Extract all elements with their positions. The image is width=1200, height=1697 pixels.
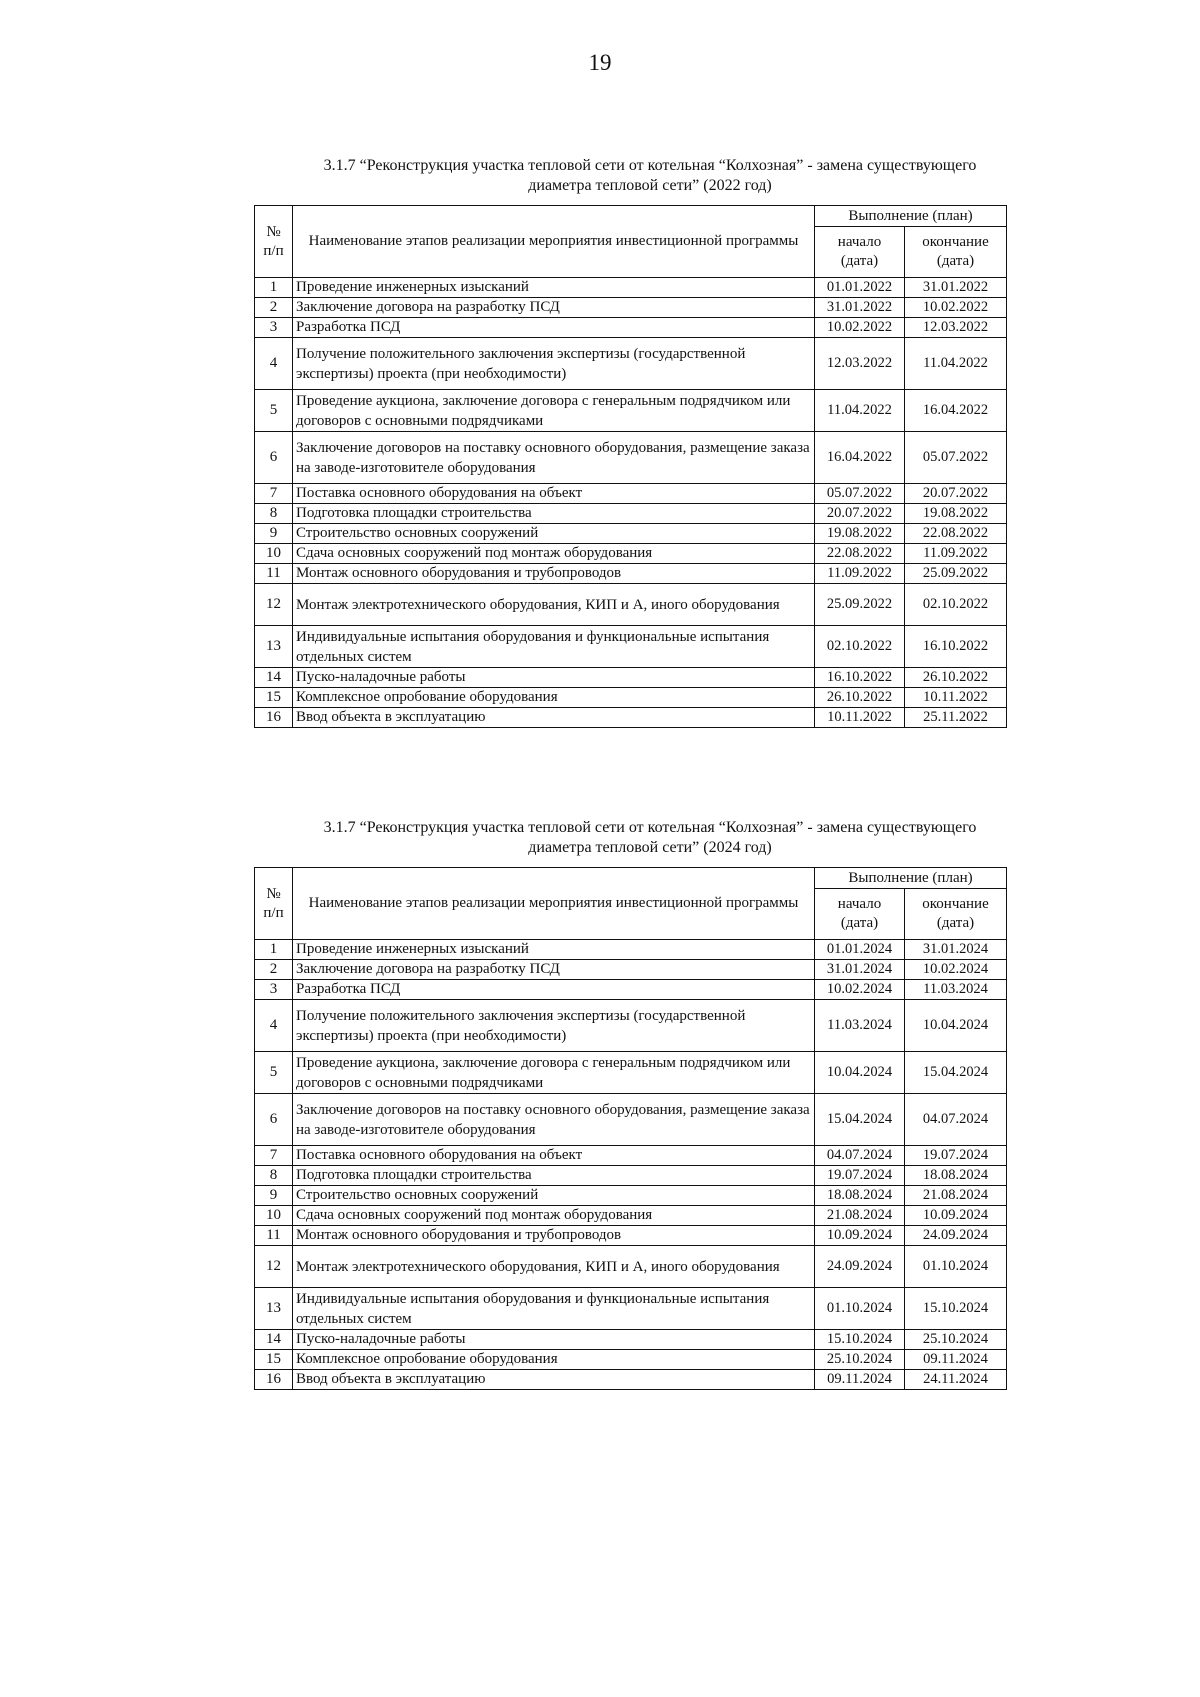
- row-end-date: 21.08.2024: [905, 1186, 1007, 1206]
- row-start-date: 10.11.2022: [815, 708, 905, 728]
- row-stage-name: Монтаж электротехнического оборудования, КИП и А, иного оборудования: [293, 1246, 815, 1288]
- row-number: 7: [255, 1146, 293, 1166]
- table-row: [255, 668, 1007, 688]
- row-number: 16: [255, 708, 293, 728]
- row-end-date: 11.09.2022: [905, 544, 1007, 564]
- row-end-date: 24.11.2024: [905, 1370, 1007, 1390]
- row-number: 1: [255, 940, 293, 960]
- row-start-date: 22.08.2022: [815, 544, 905, 564]
- table-row: [255, 524, 1007, 544]
- table-row: [255, 564, 1007, 584]
- row-start-date: 12.03.2022: [815, 338, 905, 390]
- row-end-date: 02.10.2022: [905, 584, 1007, 626]
- row-start-date: 01.10.2024: [815, 1288, 905, 1330]
- row-number: 2: [255, 298, 293, 318]
- row-stage-name: Монтаж основного оборудования и трубопроводов: [293, 1226, 815, 1246]
- row-stage-name: Ввод объекта в эксплуатацию: [293, 1370, 815, 1390]
- row-start-date: 25.09.2022: [815, 584, 905, 626]
- row-stage-name: Пуско-наладочные работы: [293, 668, 815, 688]
- row-end-date: 10.02.2022: [905, 298, 1007, 318]
- row-number: 11: [255, 1226, 293, 1246]
- row-number: 7: [255, 484, 293, 504]
- table-row: [255, 626, 1007, 668]
- table-row: [255, 432, 1007, 484]
- row-end-date: 19.08.2022: [905, 504, 1007, 524]
- row-number: 10: [255, 1206, 293, 1226]
- row-end-date: 19.07.2024: [905, 1146, 1007, 1166]
- caption-line-1: 3.1.7 “Реконструкция участка тепловой сети от котельная “Колхозная” - замена существующего: [323, 819, 977, 836]
- row-number: 11: [255, 564, 293, 584]
- table-row: [255, 1094, 1007, 1146]
- row-stage-name: Индивидуальные испытания оборудования и функциональные испытания отдельных систем: [293, 626, 815, 668]
- row-number: 3: [255, 318, 293, 338]
- row-end-date: 24.09.2024: [905, 1226, 1007, 1246]
- row-end-date: 15.10.2024: [905, 1288, 1007, 1330]
- table-row: [255, 1052, 1007, 1094]
- row-stage-name: Сдача основных сооружений под монтаж оборудования: [293, 1206, 815, 1226]
- row-number: 12: [255, 584, 293, 626]
- header-start: начало (дата): [815, 889, 905, 940]
- caption-line-1: 3.1.7 “Реконструкция участка тепловой сети от котельная “Колхозная” - замена существующего: [323, 157, 977, 174]
- row-number: 13: [255, 1288, 293, 1330]
- header-start: начало (дата): [815, 227, 905, 278]
- header-name: Наименование этапов реализации мероприятия инвестиционной программы: [293, 206, 815, 278]
- table-row: [255, 278, 1007, 298]
- row-number: 2: [255, 960, 293, 980]
- row-stage-name: Проведение инженерных изысканий: [293, 278, 815, 298]
- row-stage-name: Проведение инженерных изысканий: [293, 940, 815, 960]
- schedule-table: [254, 867, 1007, 1390]
- row-end-date: 04.07.2024: [905, 1094, 1007, 1146]
- row-start-date: 11.04.2022: [815, 390, 905, 432]
- table-row: [255, 1206, 1007, 1226]
- table-row: [255, 1146, 1007, 1166]
- table-row: [255, 484, 1007, 504]
- row-stage-name: Заключение договоров на поставку основного оборудования, размещение заказа на заводе-изготовителе оборудования: [293, 432, 815, 484]
- header-num: № п/п: [255, 868, 293, 940]
- row-number: 14: [255, 668, 293, 688]
- section-2022: [254, 156, 1006, 728]
- row-end-date: 20.07.2022: [905, 484, 1007, 504]
- table-row: [255, 960, 1007, 980]
- row-start-date: 24.09.2024: [815, 1246, 905, 1288]
- row-end-date: 15.04.2024: [905, 1052, 1007, 1094]
- row-stage-name: Заключение договора на разработку ПСД: [293, 298, 815, 318]
- table-row: [255, 1370, 1007, 1390]
- table-row: [255, 584, 1007, 626]
- row-number: 9: [255, 524, 293, 544]
- row-number: 4: [255, 338, 293, 390]
- caption-line-2: диаметра тепловой сети” (2024 год): [528, 839, 772, 856]
- table-row: [255, 1186, 1007, 1206]
- row-stage-name: Проведение аукциона, заключение договора с генеральным подрядчиком или договоров с основными подрядчиками: [293, 390, 815, 432]
- row-number: 5: [255, 1052, 293, 1094]
- table-row: [255, 1288, 1007, 1330]
- row-start-date: 19.08.2022: [815, 524, 905, 544]
- header-num: № п/п: [255, 206, 293, 278]
- row-end-date: 25.10.2024: [905, 1330, 1007, 1350]
- row-number: 14: [255, 1330, 293, 1350]
- row-start-date: 10.04.2024: [815, 1052, 905, 1094]
- row-end-date: 31.01.2024: [905, 940, 1007, 960]
- row-start-date: 21.08.2024: [815, 1206, 905, 1226]
- row-end-date: 11.03.2024: [905, 980, 1007, 1000]
- page-number: 19: [588, 50, 612, 75]
- row-start-date: 20.07.2022: [815, 504, 905, 524]
- row-stage-name: Заключение договоров на поставку основного оборудования, размещение заказа на заводе-изготовителе оборудования: [293, 1094, 815, 1146]
- row-number: 9: [255, 1186, 293, 1206]
- row-end-date: 10.09.2024: [905, 1206, 1007, 1226]
- row-end-date: 22.08.2022: [905, 524, 1007, 544]
- row-stage-name: Получение положительного заключения экспертизы (государственной экспертизы) проекта (при необходимости): [293, 338, 815, 390]
- header-end: окончание (дата): [905, 227, 1007, 278]
- header-group: Выполнение (план): [815, 206, 1007, 227]
- row-start-date: 31.01.2022: [815, 298, 905, 318]
- row-stage-name: Заключение договора на разработку ПСД: [293, 960, 815, 980]
- row-number: 5: [255, 390, 293, 432]
- row-start-date: 11.09.2022: [815, 564, 905, 584]
- row-stage-name: Сдача основных сооружений под монтаж оборудования: [293, 544, 815, 564]
- table-row: [255, 1330, 1007, 1350]
- table-row: [255, 318, 1007, 338]
- row-end-date: 12.03.2022: [905, 318, 1007, 338]
- row-end-date: 05.07.2022: [905, 432, 1007, 484]
- row-end-date: 16.10.2022: [905, 626, 1007, 668]
- row-start-date: 11.03.2024: [815, 1000, 905, 1052]
- row-end-date: 10.11.2022: [905, 688, 1007, 708]
- section-caption: [280, 156, 1020, 196]
- row-number: 1: [255, 278, 293, 298]
- table-row: [255, 688, 1007, 708]
- table-row: [255, 1166, 1007, 1186]
- row-number: 12: [255, 1246, 293, 1288]
- table-row: [255, 980, 1007, 1000]
- table-row: [255, 708, 1007, 728]
- row-end-date: 10.04.2024: [905, 1000, 1007, 1052]
- schedule-table: [254, 205, 1007, 728]
- row-start-date: 09.11.2024: [815, 1370, 905, 1390]
- row-end-date: 25.09.2022: [905, 564, 1007, 584]
- table-row: [255, 338, 1007, 390]
- section-caption: [280, 818, 1020, 858]
- header-end: окончание (дата): [905, 889, 1007, 940]
- row-start-date: 10.02.2024: [815, 980, 905, 1000]
- header-name: Наименование этапов реализации мероприятия инвестиционной программы: [293, 868, 815, 940]
- row-stage-name: Подготовка площадки строительства: [293, 504, 815, 524]
- row-start-date: 15.10.2024: [815, 1330, 905, 1350]
- row-start-date: 10.02.2022: [815, 318, 905, 338]
- row-stage-name: Разработка ПСД: [293, 980, 815, 1000]
- row-start-date: 25.10.2024: [815, 1350, 905, 1370]
- row-start-date: 01.01.2024: [815, 940, 905, 960]
- row-stage-name: Поставка основного оборудования на объект: [293, 484, 815, 504]
- header-group: Выполнение (план): [815, 868, 1007, 889]
- row-start-date: 18.08.2024: [815, 1186, 905, 1206]
- row-stage-name: Строительство основных сооружений: [293, 1186, 815, 1206]
- row-start-date: 26.10.2022: [815, 688, 905, 708]
- table-row: [255, 504, 1007, 524]
- row-end-date: 09.11.2024: [905, 1350, 1007, 1370]
- row-number: 15: [255, 1350, 293, 1370]
- row-end-date: 10.02.2024: [905, 960, 1007, 980]
- row-stage-name: Строительство основных сооружений: [293, 524, 815, 544]
- section-2024: [254, 818, 1006, 1390]
- row-start-date: 04.07.2024: [815, 1146, 905, 1166]
- row-end-date: 26.10.2022: [905, 668, 1007, 688]
- row-number: 3: [255, 980, 293, 1000]
- row-number: 8: [255, 1166, 293, 1186]
- row-stage-name: Комплексное опробование оборудования: [293, 1350, 815, 1370]
- row-stage-name: Подготовка площадки строительства: [293, 1166, 815, 1186]
- table-row: [255, 940, 1007, 960]
- row-start-date: 02.10.2022: [815, 626, 905, 668]
- table-row: [255, 1350, 1007, 1370]
- row-number: 10: [255, 544, 293, 564]
- row-number: 15: [255, 688, 293, 708]
- table-row: [255, 298, 1007, 318]
- row-start-date: 10.09.2024: [815, 1226, 905, 1246]
- row-end-date: 31.01.2022: [905, 278, 1007, 298]
- table-row: [255, 390, 1007, 432]
- row-start-date: 16.04.2022: [815, 432, 905, 484]
- row-end-date: 25.11.2022: [905, 708, 1007, 728]
- row-stage-name: Получение положительного заключения экспертизы (государственной экспертизы) проекта (при необходимости): [293, 1000, 815, 1052]
- table-row: [255, 544, 1007, 564]
- row-stage-name: Поставка основного оборудования на объект: [293, 1146, 815, 1166]
- caption-line-2: диаметра тепловой сети” (2022 год): [528, 177, 772, 194]
- row-start-date: 15.04.2024: [815, 1094, 905, 1146]
- row-number: 8: [255, 504, 293, 524]
- row-start-date: 01.01.2022: [815, 278, 905, 298]
- row-start-date: 05.07.2022: [815, 484, 905, 504]
- row-stage-name: Комплексное опробование оборудования: [293, 688, 815, 708]
- row-end-date: 18.08.2024: [905, 1166, 1007, 1186]
- row-number: 13: [255, 626, 293, 668]
- row-start-date: 31.01.2024: [815, 960, 905, 980]
- row-number: 4: [255, 1000, 293, 1052]
- row-stage-name: Монтаж электротехнического оборудования, КИП и А, иного оборудования: [293, 584, 815, 626]
- row-number: 6: [255, 1094, 293, 1146]
- row-stage-name: Индивидуальные испытания оборудования и функциональные испытания отдельных систем: [293, 1288, 815, 1330]
- row-start-date: 19.07.2024: [815, 1166, 905, 1186]
- table-row: [255, 1246, 1007, 1288]
- row-stage-name: Монтаж основного оборудования и трубопроводов: [293, 564, 815, 584]
- row-stage-name: Ввод объекта в эксплуатацию: [293, 708, 815, 728]
- row-end-date: 01.10.2024: [905, 1246, 1007, 1288]
- row-number: 6: [255, 432, 293, 484]
- row-stage-name: Пуско-наладочные работы: [293, 1330, 815, 1350]
- row-number: 16: [255, 1370, 293, 1390]
- row-end-date: 11.04.2022: [905, 338, 1007, 390]
- row-stage-name: Проведение аукциона, заключение договора с генеральным подрядчиком или договоров с основными подрядчиками: [293, 1052, 815, 1094]
- table-row: [255, 1226, 1007, 1246]
- row-start-date: 16.10.2022: [815, 668, 905, 688]
- row-stage-name: Разработка ПСД: [293, 318, 815, 338]
- table-row: [255, 1000, 1007, 1052]
- row-end-date: 16.04.2022: [905, 390, 1007, 432]
